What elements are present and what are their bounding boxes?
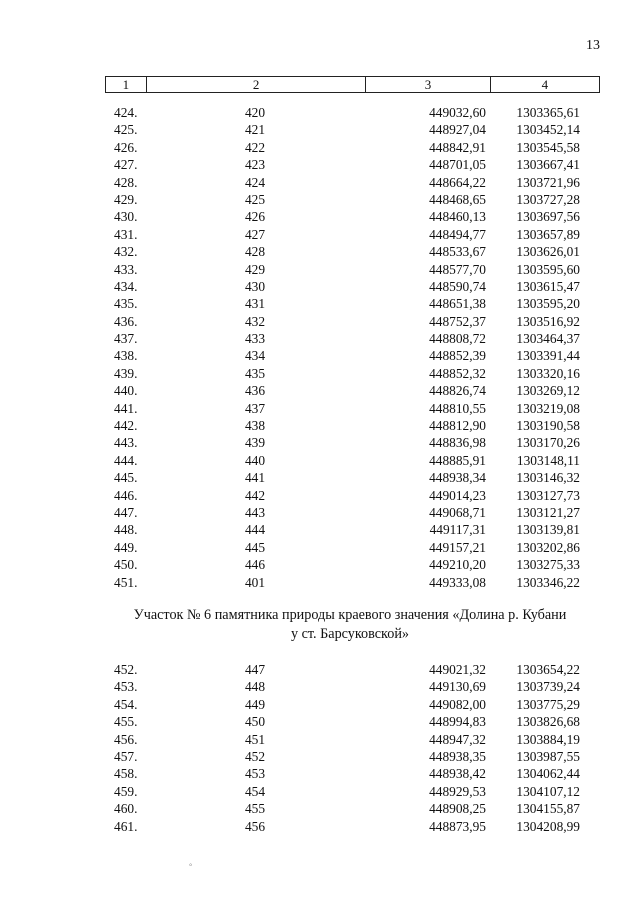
- coord-x: 448836,98: [429, 435, 486, 451]
- row-number: 447.: [114, 504, 138, 520]
- coord-y: 1303146,32: [516, 470, 580, 486]
- point-number: 451: [244, 731, 266, 747]
- point-number: 444: [244, 522, 266, 538]
- coord-y: 1303121,27: [516, 504, 580, 520]
- row-number: 436.: [114, 313, 138, 329]
- coord-x: 449117,31: [429, 522, 486, 538]
- point-number: 447: [244, 662, 266, 677]
- row-number: 455.: [114, 714, 138, 730]
- coord-y: 1303452,14: [516, 122, 580, 138]
- table-row: [0, 678, 639, 695]
- row-number: 461.: [114, 818, 138, 834]
- coord-y: 1303721,96: [516, 174, 580, 190]
- coord-y: 1303884,19: [516, 731, 580, 747]
- coord-y: 1304107,12: [516, 783, 580, 799]
- coord-x: 448947,32: [429, 731, 486, 747]
- row-number: 425.: [114, 122, 138, 138]
- coord-x: 448460,13: [429, 209, 486, 225]
- point-number: 437: [244, 400, 266, 416]
- table-row: [0, 208, 639, 225]
- scan-speck: °: [189, 862, 193, 871]
- row-number: 426.: [114, 139, 138, 155]
- section-title-line-1: Участок № 6 памятника природы краевого значения «Долина р. Кубани: [133, 607, 567, 623]
- row-number: 442.: [114, 418, 138, 434]
- table-row: [0, 174, 639, 191]
- coord-y: 1303275,33: [516, 557, 580, 573]
- coord-x: 449032,60: [429, 105, 486, 120]
- coord-x: 448752,37: [429, 313, 486, 329]
- coord-x: 448494,77: [429, 226, 486, 242]
- point-number: 450: [244, 714, 266, 730]
- table-row: [0, 574, 639, 591]
- coord-y: 1303595,20: [516, 296, 580, 312]
- coord-x: 448808,72: [429, 331, 486, 347]
- coord-y: 1304155,87: [516, 801, 580, 817]
- coord-x: 448938,34: [429, 470, 486, 486]
- coord-x: 448852,39: [429, 348, 486, 364]
- table-row: [0, 295, 639, 312]
- point-number: 453: [244, 766, 266, 782]
- row-number: 434.: [114, 278, 138, 294]
- table-row: [0, 539, 639, 556]
- point-number: 401: [244, 574, 266, 590]
- point-number: 454: [244, 783, 266, 799]
- coord-y: 1303657,89: [516, 226, 580, 242]
- section-title-line-2: у ст. Барсуковской»: [290, 626, 410, 642]
- coord-y: 1303139,81: [516, 522, 580, 538]
- table-row: [0, 156, 639, 173]
- point-number: 452: [244, 748, 266, 764]
- coord-y: 1303202,86: [516, 539, 580, 555]
- point-number: 425: [244, 191, 266, 207]
- section-title: [100, 606, 600, 644]
- point-number: 441: [244, 470, 266, 486]
- table-row: [0, 731, 639, 748]
- coord-y: 1303148,11: [516, 452, 580, 468]
- table-row: [0, 521, 639, 538]
- point-number: 421: [244, 122, 266, 138]
- table-row: [0, 748, 639, 765]
- row-number: 449.: [114, 539, 138, 555]
- point-number: 427: [244, 226, 266, 242]
- table-row: [0, 104, 639, 121]
- table-row: [0, 417, 639, 434]
- table-row: [0, 365, 639, 382]
- coord-x: 448842,91: [429, 139, 486, 155]
- table-row: [0, 469, 639, 486]
- point-number: 455: [244, 801, 266, 817]
- coord-x: 449157,21: [429, 539, 486, 555]
- table-row: [0, 487, 639, 504]
- coord-x: 449333,08: [429, 574, 486, 590]
- table-row: [0, 330, 639, 347]
- coord-y: 1303464,37: [516, 331, 580, 347]
- point-number: 432: [244, 313, 266, 329]
- coord-x: 448577,70: [429, 261, 486, 277]
- table-row: [0, 818, 639, 835]
- table-row: [0, 191, 639, 208]
- table-row: [0, 504, 639, 521]
- coord-y: 1303626,01: [516, 244, 580, 260]
- row-number: 429.: [114, 191, 138, 207]
- table-row: [0, 800, 639, 817]
- coord-x: 448468,65: [429, 191, 486, 207]
- row-number: 431.: [114, 226, 138, 242]
- coord-x: 448533,67: [429, 244, 486, 260]
- coord-y: 1303320,16: [516, 365, 580, 381]
- coord-x: 449082,00: [429, 696, 486, 712]
- table-row: [0, 713, 639, 730]
- row-number: 459.: [114, 783, 138, 799]
- coord-y: 1303697,56: [516, 209, 580, 225]
- coordinates-table-1: [0, 104, 639, 591]
- coord-x: 448873,95: [429, 818, 486, 834]
- row-number: 427.: [114, 157, 138, 173]
- coord-y: 1303545,58: [516, 139, 580, 155]
- coord-x: 448938,35: [429, 748, 486, 764]
- table-row: [0, 243, 639, 260]
- row-number: 458.: [114, 766, 138, 782]
- row-number: 443.: [114, 435, 138, 451]
- row-number: 460.: [114, 801, 138, 817]
- point-number: 448: [244, 679, 266, 695]
- coord-x: 449130,69: [429, 679, 486, 695]
- coord-x: 448826,74: [429, 383, 486, 399]
- row-number: 435.: [114, 296, 138, 312]
- coord-x: 449068,71: [429, 504, 486, 520]
- row-number: 454.: [114, 696, 138, 712]
- coord-x: 448885,91: [429, 452, 486, 468]
- table-row: [0, 347, 639, 364]
- coord-y: 1303775,29: [516, 696, 580, 712]
- point-number: 436: [244, 383, 266, 399]
- row-number: 457.: [114, 748, 138, 764]
- row-number: 441.: [114, 400, 138, 416]
- point-number: 420: [244, 105, 266, 120]
- coord-y: 1303987,55: [516, 748, 580, 764]
- coord-x: 448701,05: [429, 157, 486, 173]
- row-number: 445.: [114, 470, 138, 486]
- point-number: 446: [244, 557, 266, 573]
- row-number: 453.: [114, 679, 138, 695]
- table-row: [0, 661, 639, 678]
- coord-x: 449014,23: [429, 487, 486, 503]
- point-number: 422: [244, 139, 266, 155]
- table-row: [0, 261, 639, 278]
- point-number: 431: [244, 296, 266, 312]
- coord-y: 1303654,22: [516, 662, 580, 677]
- coord-x: 449210,20: [429, 557, 486, 573]
- coord-x: 448938,42: [429, 766, 486, 782]
- coord-y: 1303219,08: [516, 400, 580, 416]
- table-row: [0, 400, 639, 417]
- coord-y: 1303269,12: [516, 383, 580, 399]
- coord-x: 448927,04: [429, 122, 486, 138]
- header-col-1: 1: [106, 77, 147, 92]
- table-row: [0, 226, 639, 243]
- point-number: 433: [244, 331, 266, 347]
- point-number: 445: [244, 539, 266, 555]
- table-row: [0, 783, 639, 800]
- point-number: 424: [244, 174, 266, 190]
- coord-x: 448852,32: [429, 365, 486, 381]
- row-number: 452.: [114, 662, 138, 677]
- table-row: [0, 278, 639, 295]
- point-number: 438: [244, 418, 266, 434]
- row-number: 440.: [114, 383, 138, 399]
- table-row: [0, 121, 639, 138]
- coord-x: 448908,25: [429, 801, 486, 817]
- coord-y: 1303667,41: [516, 157, 580, 173]
- table-header: [105, 76, 600, 93]
- row-number: 451.: [114, 574, 138, 590]
- row-number: 428.: [114, 174, 138, 190]
- point-number: 434: [244, 348, 266, 364]
- coord-y: 1303190,58: [516, 418, 580, 434]
- point-number: 442: [244, 487, 266, 503]
- row-number: 438.: [114, 348, 138, 364]
- coord-x: 449021,32: [429, 662, 486, 677]
- row-number: 437.: [114, 331, 138, 347]
- coord-x: 448994,83: [429, 714, 486, 730]
- point-number: 456: [244, 818, 266, 834]
- coord-x: 448590,74: [429, 278, 486, 294]
- coord-y: 1303516,92: [516, 313, 580, 329]
- point-number: 449: [244, 696, 266, 712]
- row-number: 450.: [114, 557, 138, 573]
- coord-y: 1303391,44: [516, 348, 580, 364]
- table-row: [0, 313, 639, 330]
- point-number: 428: [244, 244, 266, 260]
- header-col-4: 4: [541, 76, 549, 92]
- coord-y: 1303346,22: [516, 574, 580, 590]
- coord-y: 1303127,73: [516, 487, 580, 503]
- table-row: [0, 696, 639, 713]
- table-row: [0, 556, 639, 573]
- row-number: 439.: [114, 365, 138, 381]
- row-number: 430.: [114, 209, 138, 225]
- row-number: 444.: [114, 452, 138, 468]
- table-row: [0, 452, 639, 469]
- coord-y: 1304062,44: [516, 766, 580, 782]
- row-number: 424.: [114, 105, 138, 120]
- coord-y: 1303365,61: [516, 105, 580, 120]
- coord-y: 1303739,24: [516, 679, 580, 695]
- table-row: [0, 434, 639, 451]
- table-row: [0, 139, 639, 156]
- point-number: 429: [244, 261, 266, 277]
- page-number: 13: [586, 38, 600, 53]
- point-number: 440: [244, 452, 266, 468]
- coord-x: 448810,55: [429, 400, 486, 416]
- coord-y: 1303615,47: [516, 278, 580, 294]
- point-number: 435: [244, 365, 266, 381]
- header-col-3: 3: [366, 77, 490, 92]
- row-number: 456.: [114, 731, 138, 747]
- header-col-2: 2: [147, 77, 367, 92]
- point-number: 443: [244, 504, 266, 520]
- coord-y: 1303826,68: [516, 714, 580, 730]
- point-number: 426: [244, 209, 266, 225]
- row-number: 433.: [114, 261, 138, 277]
- point-number: 439: [244, 435, 266, 451]
- row-number: 432.: [114, 244, 138, 260]
- coordinates-table-2: [0, 661, 639, 835]
- point-number: 423: [244, 157, 266, 173]
- coord-x: 448664,22: [429, 174, 486, 190]
- coord-x: 448812,90: [429, 418, 486, 434]
- coord-y: 1303170,26: [516, 435, 580, 451]
- table-row: [0, 765, 639, 782]
- coord-y: 1304208,99: [516, 818, 580, 834]
- coord-x: 448651,38: [429, 296, 486, 312]
- coord-y: 1303595,60: [516, 261, 580, 277]
- point-number: 430: [244, 278, 266, 294]
- coord-y: 1303727,28: [516, 191, 580, 207]
- table-row: [0, 382, 639, 399]
- row-number: 448.: [114, 522, 138, 538]
- row-number: 446.: [114, 487, 138, 503]
- coord-x: 448929,53: [429, 783, 486, 799]
